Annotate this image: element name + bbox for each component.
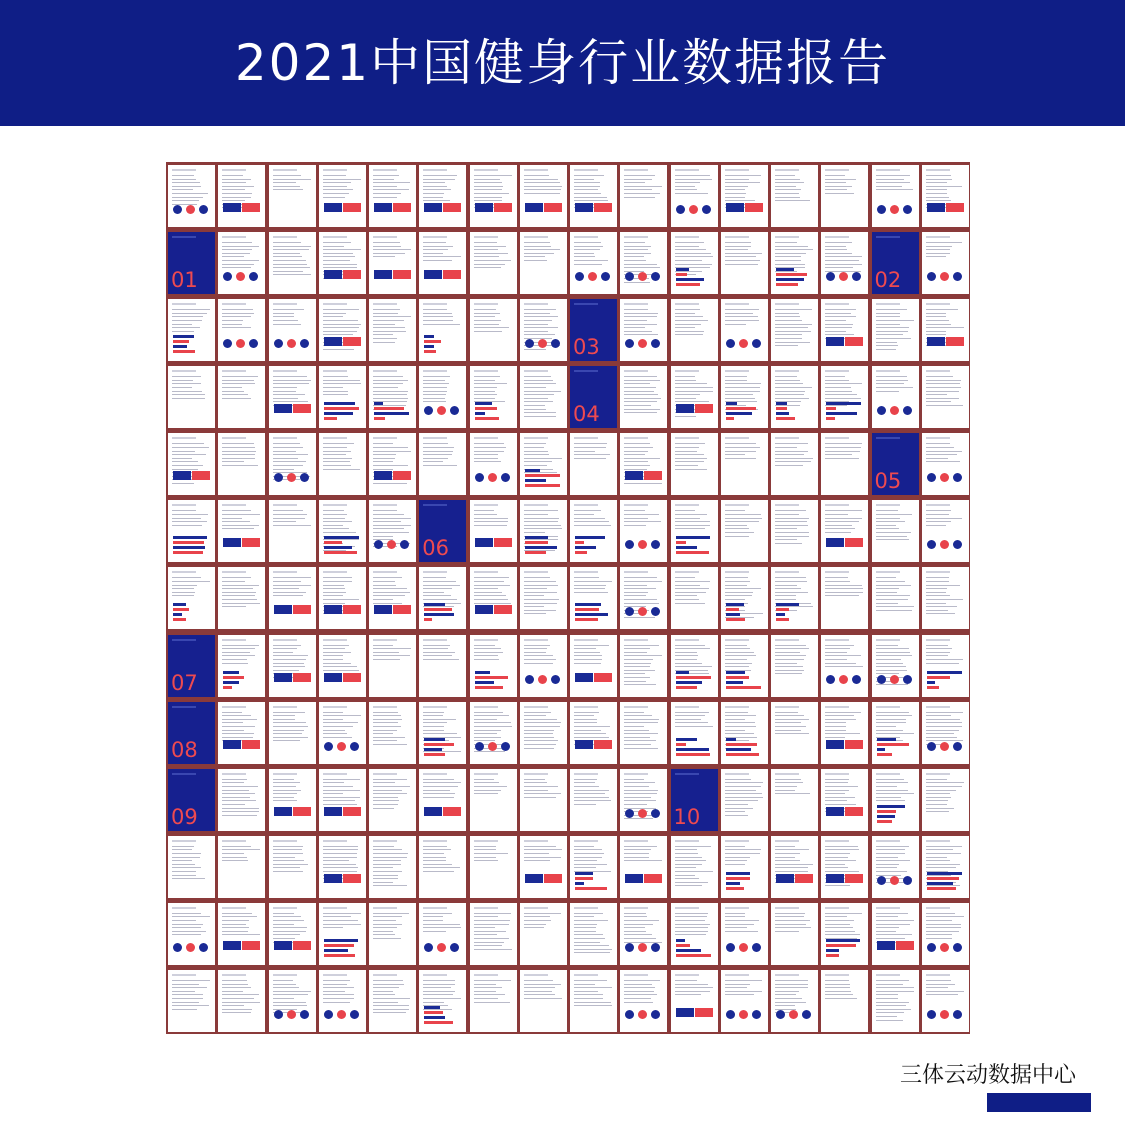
report-page-thumbnail bbox=[620, 769, 667, 831]
report-page-thumbnail bbox=[218, 836, 265, 898]
report-page-thumbnail bbox=[821, 433, 868, 495]
report-page-thumbnail bbox=[419, 366, 466, 428]
chapter-cover-page bbox=[419, 500, 466, 562]
chapter-cover-page bbox=[168, 702, 215, 764]
report-page-thumbnail bbox=[319, 299, 366, 361]
report-page-thumbnail bbox=[218, 635, 265, 697]
report-page-thumbnail bbox=[620, 232, 667, 294]
report-page-thumbnail bbox=[419, 903, 466, 965]
report-page-thumbnail bbox=[821, 299, 868, 361]
report-page-thumbnail bbox=[470, 769, 517, 831]
report-page-thumbnail bbox=[771, 232, 818, 294]
report-page-thumbnail bbox=[620, 299, 667, 361]
report-page-thumbnail bbox=[771, 299, 818, 361]
chapter-cover-page bbox=[570, 366, 617, 428]
report-page-thumbnail bbox=[520, 433, 567, 495]
report-page-thumbnail bbox=[570, 500, 617, 562]
report-page-thumbnail bbox=[319, 970, 366, 1032]
report-page-thumbnail bbox=[922, 500, 969, 562]
report-page-thumbnail bbox=[721, 836, 768, 898]
report-page-thumbnail bbox=[721, 635, 768, 697]
report-page-thumbnail bbox=[218, 567, 265, 629]
report-page-thumbnail bbox=[570, 232, 617, 294]
report-page-thumbnail bbox=[269, 702, 316, 764]
report-page-thumbnail bbox=[821, 165, 868, 227]
report-page-thumbnail bbox=[168, 836, 215, 898]
report-page-thumbnail bbox=[671, 567, 718, 629]
chapter-cover-page bbox=[168, 635, 215, 697]
report-page-thumbnail bbox=[319, 165, 366, 227]
report-page-thumbnail bbox=[620, 836, 667, 898]
report-page-thumbnail bbox=[872, 702, 919, 764]
report-page-thumbnail bbox=[671, 903, 718, 965]
report-page-thumbnail bbox=[369, 970, 416, 1032]
report-page-thumbnail bbox=[570, 165, 617, 227]
report-page-thumbnail bbox=[470, 433, 517, 495]
report-page-thumbnail bbox=[218, 433, 265, 495]
report-page-thumbnail bbox=[269, 433, 316, 495]
report-page-thumbnail bbox=[520, 366, 567, 428]
report-page-thumbnail bbox=[872, 165, 919, 227]
report-page-thumbnail bbox=[369, 165, 416, 227]
report-page-thumbnail bbox=[168, 299, 215, 361]
report-page-thumbnail bbox=[570, 433, 617, 495]
report-page-thumbnail bbox=[269, 836, 316, 898]
report-page-thumbnail bbox=[821, 769, 868, 831]
report-page-thumbnail bbox=[771, 366, 818, 428]
report-page-thumbnail bbox=[269, 299, 316, 361]
report-page-thumbnail bbox=[570, 567, 617, 629]
report-page-thumbnail bbox=[218, 500, 265, 562]
chapter-cover-page bbox=[168, 769, 215, 831]
report-page-thumbnail bbox=[369, 903, 416, 965]
report-page-thumbnail bbox=[369, 366, 416, 428]
report-page-thumbnail bbox=[520, 165, 567, 227]
report-page-thumbnail bbox=[319, 836, 366, 898]
report-page-thumbnail bbox=[620, 567, 667, 629]
report-page-thumbnail bbox=[721, 970, 768, 1032]
report-page-thumbnail bbox=[520, 232, 567, 294]
report-page-thumbnail bbox=[570, 702, 617, 764]
report-page-thumbnail bbox=[470, 165, 517, 227]
report-page-thumbnail bbox=[218, 165, 265, 227]
report-page-thumbnail bbox=[721, 903, 768, 965]
report-page-thumbnail bbox=[470, 903, 517, 965]
report-page-thumbnail bbox=[721, 567, 768, 629]
chapter-number: 02 bbox=[874, 268, 902, 293]
report-page-thumbnail bbox=[570, 970, 617, 1032]
report-page-thumbnail bbox=[218, 769, 265, 831]
report-page-thumbnail bbox=[319, 702, 366, 764]
report-page-thumbnail bbox=[620, 702, 667, 764]
report-page-thumbnail bbox=[319, 903, 366, 965]
report-page-thumbnail bbox=[821, 635, 868, 697]
report-page-thumbnail bbox=[620, 366, 667, 428]
report-page-thumbnail bbox=[771, 769, 818, 831]
chapter-number: 05 bbox=[874, 469, 902, 494]
report-page-thumbnail bbox=[369, 769, 416, 831]
report-page-thumbnail bbox=[319, 433, 366, 495]
report-page-thumbnail bbox=[218, 903, 265, 965]
report-page-thumbnail bbox=[922, 903, 969, 965]
report-page-thumbnail bbox=[570, 903, 617, 965]
report-page-thumbnail bbox=[520, 500, 567, 562]
report-page-thumbnail bbox=[872, 635, 919, 697]
report-page-thumbnail bbox=[269, 769, 316, 831]
report-page-thumbnail bbox=[872, 500, 919, 562]
report-page-thumbnail bbox=[671, 366, 718, 428]
report-page-thumbnail bbox=[269, 165, 316, 227]
report-page-thumbnail bbox=[671, 232, 718, 294]
report-page-thumbnail bbox=[269, 366, 316, 428]
report-page-thumbnail bbox=[269, 567, 316, 629]
report-page-thumbnail bbox=[319, 567, 366, 629]
report-page-thumbnail bbox=[620, 500, 667, 562]
report-page-thumbnail bbox=[872, 970, 919, 1032]
report-page-thumbnail bbox=[922, 299, 969, 361]
chapter-cover-page bbox=[671, 769, 718, 831]
report-page-thumbnail bbox=[771, 500, 818, 562]
brand-name: 三体云动数据中心 bbox=[900, 1063, 1077, 1088]
report-page-thumbnail bbox=[771, 903, 818, 965]
report-page-thumbnail bbox=[168, 165, 215, 227]
report-page-thumbnail bbox=[771, 567, 818, 629]
brand-underline-bar bbox=[987, 1093, 1091, 1112]
chapter-number: 04 bbox=[573, 402, 600, 427]
report-page-thumbnail bbox=[922, 232, 969, 294]
report-page-thumbnail bbox=[922, 769, 969, 831]
report-page-thumbnail bbox=[369, 500, 416, 562]
report-page-grid bbox=[166, 162, 970, 1034]
chapter-cover-page bbox=[168, 232, 215, 294]
report-page-thumbnail bbox=[470, 232, 517, 294]
report-page-thumbnail bbox=[922, 836, 969, 898]
report-page-thumbnail bbox=[419, 635, 466, 697]
report-page-thumbnail bbox=[470, 970, 517, 1032]
report-page-thumbnail bbox=[821, 970, 868, 1032]
report-page-thumbnail bbox=[419, 433, 466, 495]
report-page-thumbnail bbox=[419, 299, 466, 361]
report-page-thumbnail bbox=[470, 567, 517, 629]
report-page-thumbnail bbox=[671, 165, 718, 227]
report-page-thumbnail bbox=[470, 635, 517, 697]
chapter-number: 09 bbox=[171, 804, 198, 829]
report-page-thumbnail bbox=[319, 366, 366, 428]
report-page-thumbnail bbox=[620, 970, 667, 1032]
report-page-thumbnail bbox=[419, 836, 466, 898]
report-page-thumbnail bbox=[771, 836, 818, 898]
report-page-thumbnail bbox=[319, 635, 366, 697]
report-page-thumbnail bbox=[570, 836, 617, 898]
report-page-thumbnail bbox=[721, 366, 768, 428]
report-page-thumbnail bbox=[872, 836, 919, 898]
report-page-thumbnail bbox=[620, 165, 667, 227]
report-page-thumbnail bbox=[369, 635, 416, 697]
chapter-number: 01 bbox=[171, 268, 198, 293]
chapter-cover-page bbox=[872, 232, 919, 294]
report-page-thumbnail bbox=[721, 702, 768, 764]
report-page-thumbnail bbox=[369, 433, 416, 495]
report-page-thumbnail bbox=[922, 433, 969, 495]
report-page-thumbnail bbox=[821, 903, 868, 965]
report-page-thumbnail bbox=[319, 500, 366, 562]
report-page-thumbnail bbox=[771, 165, 818, 227]
report-page-thumbnail bbox=[671, 500, 718, 562]
report-page-thumbnail bbox=[520, 702, 567, 764]
report-page-thumbnail bbox=[168, 970, 215, 1032]
report-page-thumbnail bbox=[369, 232, 416, 294]
report-page-thumbnail bbox=[168, 433, 215, 495]
report-page-thumbnail bbox=[872, 299, 919, 361]
report-page-thumbnail bbox=[269, 232, 316, 294]
report-page-thumbnail bbox=[520, 299, 567, 361]
report-page-thumbnail bbox=[369, 836, 416, 898]
report-page-thumbnail bbox=[671, 299, 718, 361]
report-page-thumbnail bbox=[470, 500, 517, 562]
report-page-thumbnail bbox=[319, 769, 366, 831]
report-page-thumbnail bbox=[218, 232, 265, 294]
report-page-thumbnail bbox=[721, 433, 768, 495]
report-page-thumbnail bbox=[922, 635, 969, 697]
report-page-thumbnail bbox=[671, 970, 718, 1032]
report-page-thumbnail bbox=[620, 433, 667, 495]
chapter-cover-page bbox=[872, 433, 919, 495]
report-page-thumbnail bbox=[168, 366, 215, 428]
report-page-thumbnail bbox=[872, 769, 919, 831]
report-page-thumbnail bbox=[821, 567, 868, 629]
report-page-thumbnail bbox=[269, 500, 316, 562]
report-page-thumbnail bbox=[168, 500, 215, 562]
report-page-thumbnail bbox=[218, 970, 265, 1032]
report-page-thumbnail bbox=[419, 970, 466, 1032]
report-page-thumbnail bbox=[520, 635, 567, 697]
report-page-thumbnail bbox=[470, 702, 517, 764]
report-page-thumbnail bbox=[369, 299, 416, 361]
report-page-thumbnail bbox=[218, 299, 265, 361]
report-page-thumbnail bbox=[671, 702, 718, 764]
report-title: 2021中国健身行业数据报告 bbox=[234, 34, 891, 92]
report-page-thumbnail bbox=[821, 232, 868, 294]
report-page-thumbnail bbox=[771, 635, 818, 697]
report-page-thumbnail bbox=[872, 366, 919, 428]
report-page-thumbnail bbox=[520, 970, 567, 1032]
report-page-thumbnail bbox=[922, 970, 969, 1032]
report-page-thumbnail bbox=[821, 702, 868, 764]
report-page-thumbnail bbox=[369, 567, 416, 629]
report-page-thumbnail bbox=[218, 366, 265, 428]
report-page-thumbnail bbox=[470, 299, 517, 361]
report-page-thumbnail bbox=[821, 500, 868, 562]
report-page-thumbnail bbox=[269, 970, 316, 1032]
report-page-thumbnail bbox=[721, 232, 768, 294]
report-page-thumbnail bbox=[620, 903, 667, 965]
report-page-thumbnail bbox=[821, 836, 868, 898]
report-page-thumbnail bbox=[218, 702, 265, 764]
report-page-thumbnail bbox=[520, 769, 567, 831]
report-page-thumbnail bbox=[520, 567, 567, 629]
report-page-thumbnail bbox=[721, 769, 768, 831]
report-page-thumbnail bbox=[771, 433, 818, 495]
report-page-thumbnail bbox=[721, 299, 768, 361]
report-page-thumbnail bbox=[419, 769, 466, 831]
chapter-number: 06 bbox=[422, 536, 449, 561]
report-page-thumbnail bbox=[922, 567, 969, 629]
report-page-thumbnail bbox=[269, 903, 316, 965]
report-page-thumbnail bbox=[570, 635, 617, 697]
report-page-thumbnail bbox=[821, 366, 868, 428]
report-page-thumbnail bbox=[419, 567, 466, 629]
report-page-thumbnail bbox=[168, 567, 215, 629]
report-page-thumbnail bbox=[168, 903, 215, 965]
chapter-number: 10 bbox=[673, 804, 701, 829]
report-page-thumbnail bbox=[671, 433, 718, 495]
report-page-thumbnail bbox=[269, 635, 316, 697]
report-page-thumbnail bbox=[470, 836, 517, 898]
report-page-thumbnail bbox=[419, 702, 466, 764]
report-page-thumbnail bbox=[671, 836, 718, 898]
report-page-thumbnail bbox=[470, 366, 517, 428]
report-page-thumbnail bbox=[721, 500, 768, 562]
report-page-thumbnail bbox=[419, 232, 466, 294]
report-page-thumbnail bbox=[620, 635, 667, 697]
report-page-thumbnail bbox=[922, 366, 969, 428]
report-page-thumbnail bbox=[922, 165, 969, 227]
report-page-thumbnail bbox=[419, 165, 466, 227]
report-page-thumbnail bbox=[520, 836, 567, 898]
chapter-number: 07 bbox=[171, 670, 198, 695]
report-page-thumbnail bbox=[872, 567, 919, 629]
report-page-thumbnail bbox=[872, 903, 919, 965]
chapter-number: 03 bbox=[573, 335, 600, 360]
report-page-thumbnail bbox=[771, 702, 818, 764]
report-page-thumbnail bbox=[369, 702, 416, 764]
report-page-thumbnail bbox=[520, 903, 567, 965]
chapter-cover-page bbox=[570, 299, 617, 361]
report-page-thumbnail bbox=[771, 970, 818, 1032]
chapter-number: 08 bbox=[171, 737, 198, 762]
report-page-thumbnail bbox=[671, 635, 718, 697]
report-page-thumbnail bbox=[570, 769, 617, 831]
report-page-thumbnail bbox=[721, 165, 768, 227]
report-page-thumbnail bbox=[319, 232, 366, 294]
report-page-thumbnail bbox=[922, 702, 969, 764]
